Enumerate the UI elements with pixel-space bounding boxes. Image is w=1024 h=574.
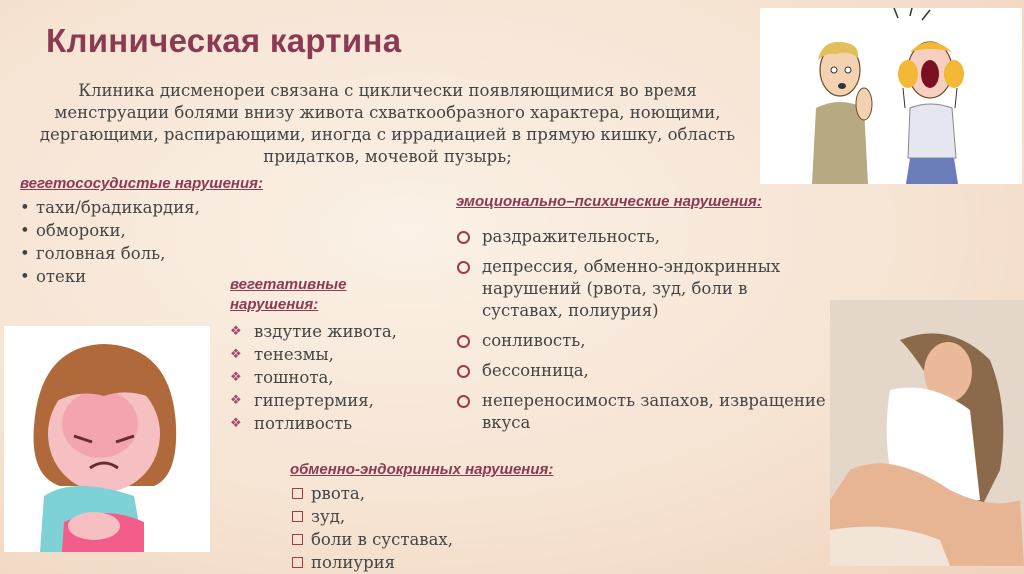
list-item: ❖ гипертермия, <box>230 391 374 410</box>
list-item: полиурия <box>290 551 453 574</box>
list-item: раздражительность, <box>455 226 830 248</box>
list-item: бессонница, <box>455 360 830 382</box>
list-item: • головная боль, <box>20 244 166 263</box>
list-item: ❖ вздутие живота, <box>230 322 397 341</box>
list-item: рвота, <box>290 482 453 505</box>
circle-bullet-icon <box>457 395 470 408</box>
list-item: • отеки <box>20 267 87 286</box>
list-item: боли в суставах, <box>290 528 453 551</box>
bullet-icon: • <box>20 198 30 217</box>
diamond-bullet-icon: ❖ <box>230 370 242 385</box>
square-bullet-icon <box>292 534 303 545</box>
vegetovascular-heading: вегетососудистые нарушения: <box>20 175 263 192</box>
list-item: депрессия, обменно-эндокринных нарушений (рвота, зуд, боли в суставах, полиурия) <box>455 256 830 322</box>
bullet-icon: • <box>20 221 30 240</box>
vegetovascular-list <box>18 196 200 288</box>
list-item: ❖ тенезмы, <box>230 345 334 364</box>
cartoon-girl-pain-image <box>4 326 210 552</box>
emotional-list <box>455 226 830 442</box>
emotional-heading: эмоционально–психические нарушения: <box>456 193 762 210</box>
metabolic-heading: обменно-эндокринных нарушения: <box>290 461 554 478</box>
vegetative-heading: вегетативные нарушения: <box>230 276 347 313</box>
bullet-icon: • <box>20 267 30 286</box>
vegetative-list <box>230 320 397 435</box>
list-item: ❖ потливость <box>230 414 353 433</box>
list-item: • тахи/брадикардия, <box>20 198 200 217</box>
diamond-bullet-icon: ❖ <box>230 347 242 362</box>
intro-paragraph: Клиника дисменореи связана с циклически появляющимися во время менструации болями внизу живота схваткообразного характера, ноющими, дергающими, распирающими, иногда с иррадиацией в прямую кишку, область придатков, мочевой пузырь; <box>39 81 736 166</box>
list-item: сонливость, <box>455 330 830 352</box>
square-bullet-icon <box>292 511 303 522</box>
woman-abdominal-pain-photo <box>830 300 1024 566</box>
circle-bullet-icon <box>457 335 470 348</box>
bullet-icon: • <box>20 244 30 263</box>
list-item: • обмороки, <box>20 221 126 240</box>
list-item: зуд, <box>290 505 453 528</box>
metabolic-list <box>290 482 453 574</box>
page-title: Клиническая картина <box>46 22 402 59</box>
cartoon-shouting-image <box>760 8 1022 184</box>
diamond-bullet-icon: ❖ <box>230 416 242 431</box>
diamond-bullet-icon: ❖ <box>230 393 242 408</box>
square-bullet-icon <box>292 488 303 499</box>
list-item: ❖ тошнота, <box>230 368 334 387</box>
circle-bullet-icon <box>457 231 470 244</box>
circle-bullet-icon <box>457 365 470 378</box>
circle-bullet-icon <box>457 261 470 274</box>
square-bullet-icon <box>292 557 303 568</box>
list-item: непереносимость запахов, извращение вкуса <box>455 390 830 434</box>
diamond-bullet-icon: ❖ <box>230 324 242 339</box>
